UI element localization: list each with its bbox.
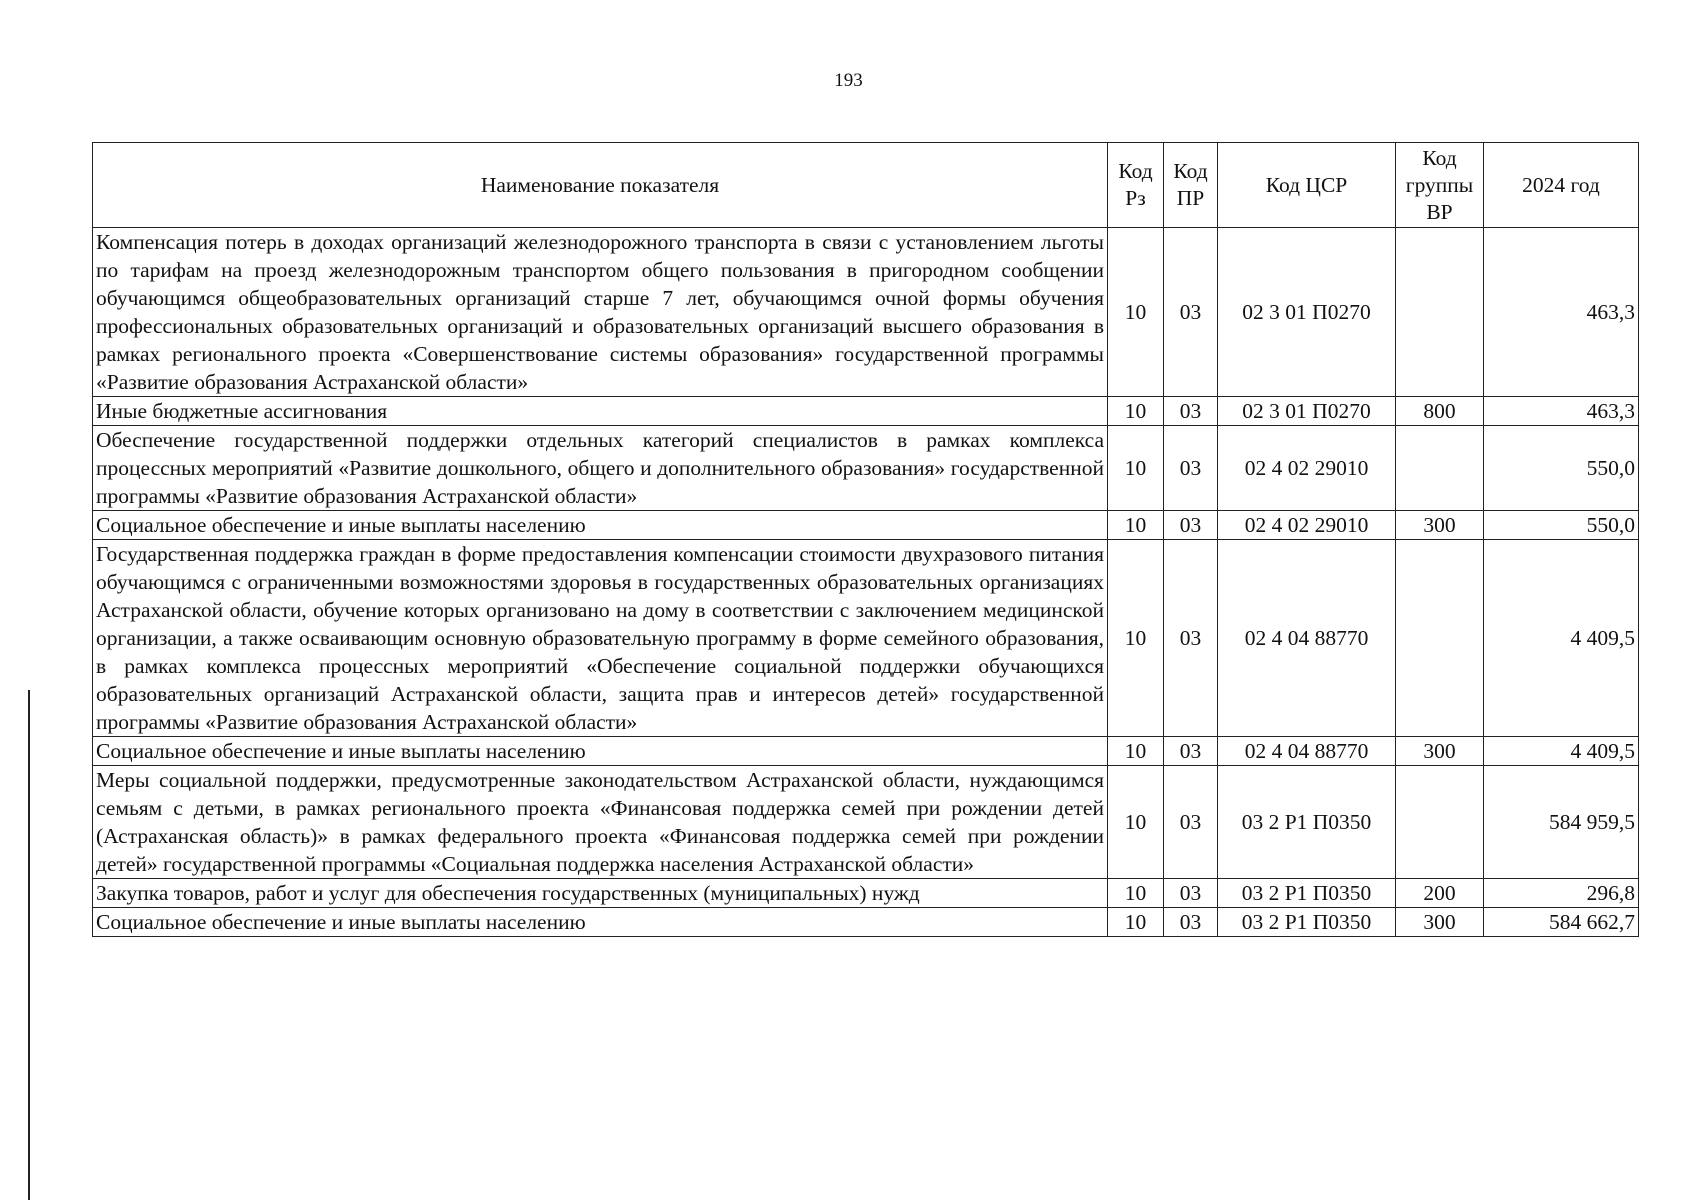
page-number: 193 bbox=[834, 70, 863, 91]
row-amount: 550,0 bbox=[1484, 511, 1639, 540]
margin-rule bbox=[28, 690, 30, 1200]
row-name: Обеспечение государственной поддержки отдельных категорий специалистов в рамках комплекса процессных мероприятий «Развитие дошкольного, общего и дополнительного образования» государственной программы «Развитие образования Астраханской области» bbox=[93, 426, 1108, 511]
row-rz: 10 bbox=[1108, 766, 1164, 879]
row-amount: 4 409,5 bbox=[1484, 737, 1639, 766]
header-vr: Код группы ВР bbox=[1396, 143, 1484, 228]
table-row bbox=[93, 511, 1639, 540]
table-row bbox=[93, 908, 1639, 937]
row-pr: 03 bbox=[1164, 397, 1218, 426]
row-vr bbox=[1396, 766, 1484, 879]
row-vr: 800 bbox=[1396, 397, 1484, 426]
row-amount: 584 959,5 bbox=[1484, 766, 1639, 879]
header-year: 2024 год bbox=[1484, 143, 1639, 228]
row-name: Иные бюджетные ассигнования bbox=[93, 397, 1108, 426]
row-amount: 550,0 bbox=[1484, 426, 1639, 511]
row-pr: 03 bbox=[1164, 908, 1218, 937]
row-name: Государственная поддержка граждан в форме предоставления компенсации стоимости двухразового питания обучающимся с ограниченными возможностями здоровья в государственных образовательных организациях Астраханской области, обучение которых организовано на дому в соответствии с заключением медицинской организации, а также осваивающим основную образовательную программу в форме семейного образования, в рамках комплекса процессных мероприятий «Обеспечение социальной поддержки обучающихся образовательных организаций Астраханской области, защита прав и интересов детей» государственной программы «Развитие образования Астраханской области» bbox=[93, 540, 1108, 737]
row-name: Социальное обеспечение и иные выплаты населению bbox=[93, 908, 1108, 937]
row-csr: 02 4 04 88770 bbox=[1218, 540, 1396, 737]
table-row bbox=[93, 737, 1639, 766]
row-rz: 10 bbox=[1108, 908, 1164, 937]
header-row bbox=[93, 143, 1639, 228]
table-row bbox=[93, 766, 1639, 879]
budget-table bbox=[92, 142, 1639, 937]
table-row bbox=[93, 540, 1639, 737]
header-pr: Код ПР bbox=[1164, 143, 1218, 228]
row-name: Закупка товаров, работ и услуг для обеспечения государственных (муниципальных) нужд bbox=[93, 879, 1108, 908]
row-csr: 02 3 01 П0270 bbox=[1218, 228, 1396, 397]
row-rz: 10 bbox=[1108, 737, 1164, 766]
row-name: Компенсация потерь в доходах организаций железнодорожного транспорта в связи с установлением льготы по тарифам на проезд железнодорожным транспортом общего пользования в пригородном сообщении обучающимся общеобразовательных организаций старше 7 лет, обучающимся очной формы обучения профессиональных образовательных организаций и образовательных организаций высшего образования в рамках регионального проекта «Совершенствование системы образования» государственной программы «Развитие образования Астраханской области» bbox=[93, 228, 1108, 397]
row-csr: 02 4 02 29010 bbox=[1218, 511, 1396, 540]
row-pr: 03 bbox=[1164, 766, 1218, 879]
row-amount: 463,3 bbox=[1484, 397, 1639, 426]
row-name: Социальное обеспечение и иные выплаты населению bbox=[93, 511, 1108, 540]
row-amount: 4 409,5 bbox=[1484, 540, 1639, 737]
row-amount: 584 662,7 bbox=[1484, 908, 1639, 937]
row-amount: 463,3 bbox=[1484, 228, 1639, 397]
row-csr: 03 2 Р1 П0350 bbox=[1218, 766, 1396, 879]
header-csr: Код ЦСР bbox=[1218, 143, 1396, 228]
row-csr: 02 4 04 88770 bbox=[1218, 737, 1396, 766]
row-rz: 10 bbox=[1108, 426, 1164, 511]
row-pr: 03 bbox=[1164, 511, 1218, 540]
row-vr bbox=[1396, 540, 1484, 737]
row-vr: 200 bbox=[1396, 879, 1484, 908]
table-row bbox=[93, 397, 1639, 426]
table-row bbox=[93, 228, 1639, 397]
row-rz: 10 bbox=[1108, 511, 1164, 540]
row-rz: 10 bbox=[1108, 540, 1164, 737]
row-rz: 10 bbox=[1108, 879, 1164, 908]
row-vr: 300 bbox=[1396, 511, 1484, 540]
table-row bbox=[93, 879, 1639, 908]
row-name: Меры социальной поддержки, предусмотренные законодательством Астраханской области, нуждающимся семьям с детьми, в рамках регионального проекта «Финансовая поддержка семей при рождении детей (Астраханская область)» в рамках федерального проекта «Финансовая поддержка семей при рождении детей» государственной программы «Социальная поддержка населения Астраханской области» bbox=[93, 766, 1108, 879]
header-name: Наименование показателя bbox=[93, 143, 1108, 228]
row-rz: 10 bbox=[1108, 397, 1164, 426]
row-vr: 300 bbox=[1396, 737, 1484, 766]
row-pr: 03 bbox=[1164, 879, 1218, 908]
row-vr: 300 bbox=[1396, 908, 1484, 937]
row-pr: 03 bbox=[1164, 540, 1218, 737]
header-rz: Код Рз bbox=[1108, 143, 1164, 228]
table-row bbox=[93, 426, 1639, 511]
row-pr: 03 bbox=[1164, 426, 1218, 511]
row-csr: 03 2 Р1 П0350 bbox=[1218, 908, 1396, 937]
row-csr: 03 2 Р1 П0350 bbox=[1218, 879, 1396, 908]
row-vr bbox=[1396, 228, 1484, 397]
row-csr: 02 3 01 П0270 bbox=[1218, 397, 1396, 426]
row-pr: 03 bbox=[1164, 737, 1218, 766]
row-vr bbox=[1396, 426, 1484, 511]
row-name: Социальное обеспечение и иные выплаты населению bbox=[93, 737, 1108, 766]
row-pr: 03 bbox=[1164, 228, 1218, 397]
row-amount: 296,8 bbox=[1484, 879, 1639, 908]
row-csr: 02 4 02 29010 bbox=[1218, 426, 1396, 511]
row-rz: 10 bbox=[1108, 228, 1164, 397]
